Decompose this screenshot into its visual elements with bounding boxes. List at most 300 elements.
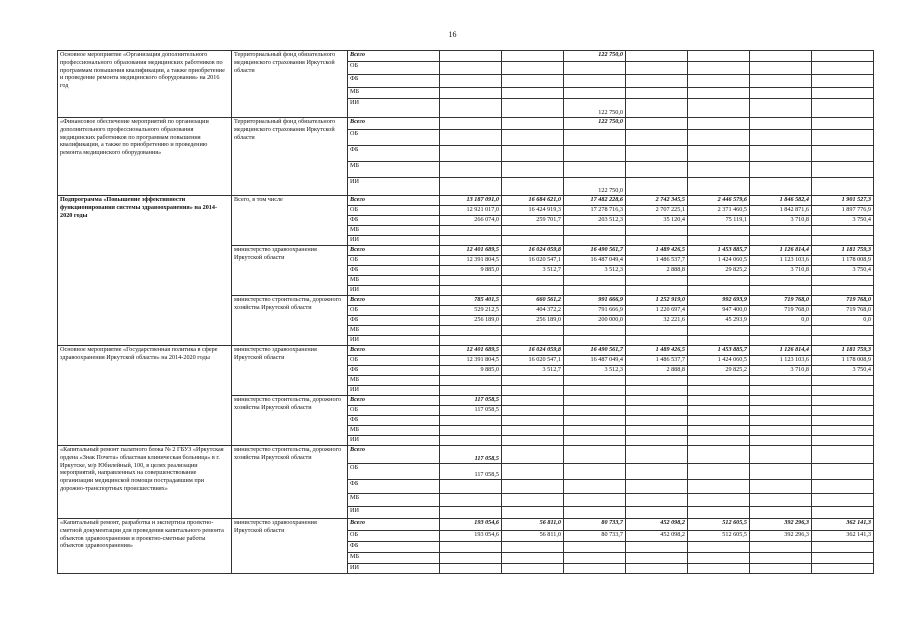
value-cell: 362 141,3 [812, 519, 874, 531]
funding-source: ОБ [348, 531, 440, 542]
value-cell: 75 119,1 [688, 216, 750, 226]
value-cell [812, 146, 874, 162]
value-cell: 2 888,8 [626, 366, 688, 376]
value-cell [812, 446, 874, 464]
value-cell: 29 825,2 [688, 266, 750, 276]
value-cell [750, 130, 812, 146]
value-cell [750, 88, 812, 99]
value-cell [688, 386, 750, 396]
value-cell [750, 507, 812, 519]
funding-source: МБ [348, 376, 440, 386]
funding-source: ФБ [348, 216, 440, 226]
value-cell [688, 118, 750, 130]
value-cell: 0,0 [812, 316, 874, 326]
value-cell [440, 436, 502, 446]
funding-source: МБ [348, 276, 440, 286]
value-cell [502, 88, 564, 99]
funding-source: МБ [348, 426, 440, 436]
measure-description: «Финансовое обеспечение мероприятий по организации дополнительного профессионального образования медицинских работников по программам повышения квалификации, а также по приобретению и проведению ремонта медицинского оборудования» [58, 118, 232, 196]
value-cell [812, 564, 874, 574]
value-cell [564, 236, 626, 246]
value-cell [502, 336, 564, 346]
value-cell [626, 62, 688, 75]
value-cell [750, 162, 812, 178]
value-cell [502, 146, 564, 162]
value-cell [750, 553, 812, 564]
value-cell [564, 88, 626, 99]
funding-source: МБ [348, 553, 440, 564]
responsible-executor: министерство строительства, дорожного хозяйства Иркутской области [232, 446, 348, 519]
value-cell [688, 542, 750, 553]
value-cell: 452 098,2 [626, 531, 688, 542]
value-cell [750, 396, 812, 406]
value-cell: 2 888,8 [626, 266, 688, 276]
value-cell: 3 512,7 [502, 266, 564, 276]
value-cell [750, 236, 812, 246]
value-cell [564, 396, 626, 406]
value-cell: 1 178 008,9 [812, 356, 874, 366]
value-cell [502, 464, 564, 480]
value-cell [812, 286, 874, 296]
value-cell [688, 51, 750, 62]
value-cell [502, 386, 564, 396]
value-cell [750, 406, 812, 416]
value-cell [688, 178, 750, 196]
value-cell [440, 75, 502, 88]
value-cell [812, 507, 874, 519]
value-cell [688, 494, 750, 507]
value-cell: 45 293,9 [688, 316, 750, 326]
value-cell [688, 226, 750, 236]
value-cell: 16 490 561,7 [564, 346, 626, 356]
funding-source: Всего [348, 346, 440, 356]
value-cell [688, 326, 750, 336]
value-cell [688, 416, 750, 426]
value-cell [750, 426, 812, 436]
funding-source: ФБ [348, 416, 440, 426]
value-cell [626, 88, 688, 99]
value-cell: 56 811,0 [502, 531, 564, 542]
value-cell [812, 436, 874, 446]
value-cell: 3 710,8 [750, 366, 812, 376]
value-cell: 1 123 103,6 [750, 256, 812, 266]
value-cell [502, 564, 564, 574]
value-cell [626, 276, 688, 286]
value-cell [502, 426, 564, 436]
value-cell [626, 376, 688, 386]
value-cell: 122 750,0 [564, 118, 626, 130]
value-cell [440, 326, 502, 336]
funding-source: Всего [348, 519, 440, 531]
funding-source: ИИ [348, 286, 440, 296]
value-cell: 17 482 228,6 [564, 196, 626, 206]
value-cell [440, 386, 502, 396]
value-cell [626, 146, 688, 162]
value-cell: 362 141,3 [812, 531, 874, 542]
value-cell: 1 181 759,3 [812, 246, 874, 256]
value-cell [750, 99, 812, 118]
value-cell: 1 489 426,5 [626, 246, 688, 256]
value-cell: 1 126 814,4 [750, 246, 812, 256]
value-cell [688, 376, 750, 386]
value-cell: 3 750,4 [812, 266, 874, 276]
value-cell [626, 542, 688, 553]
value-cell: 17 278 716,3 [564, 206, 626, 216]
value-cell [626, 226, 688, 236]
value-cell: 3 750,4 [812, 216, 874, 226]
value-cell: 12 391 804,5 [440, 256, 502, 266]
funding-source: ФБ [348, 146, 440, 162]
value-cell [502, 276, 564, 286]
value-cell [626, 396, 688, 406]
value-cell [564, 326, 626, 336]
responsible-executor: Территориальный фонд обязательного медицинского страхования Иркутской области [232, 51, 348, 118]
value-cell: 16 490 561,7 [564, 246, 626, 256]
value-cell [564, 336, 626, 346]
value-cell [564, 376, 626, 386]
value-cell [626, 426, 688, 436]
value-cell: 12 401 689,5 [440, 346, 502, 356]
value-cell [688, 464, 750, 480]
value-cell [564, 162, 626, 178]
value-cell [502, 507, 564, 519]
value-cell [812, 480, 874, 494]
funding-source: ФБ [348, 542, 440, 553]
value-cell [440, 226, 502, 236]
responsible-executor: министерство здравоохранения Иркутской области [232, 246, 348, 296]
table-row [58, 51, 874, 62]
responsible-executor: министерство здравоохранения Иркутской области [232, 346, 348, 396]
value-cell [440, 276, 502, 286]
value-cell [626, 564, 688, 574]
value-cell: 512 605,5 [688, 531, 750, 542]
value-cell: 80 733,7 [564, 531, 626, 542]
value-cell: 12 401 689,5 [440, 246, 502, 256]
funding-source: МБ [348, 494, 440, 507]
funding-source: ИИ [348, 436, 440, 446]
value-cell [502, 99, 564, 118]
value-cell: 3 710,8 [750, 216, 812, 226]
value-cell: 1 842 871,6 [750, 206, 812, 216]
value-cell [812, 426, 874, 436]
funding-source: ФБ [348, 366, 440, 376]
value-cell: 1 126 814,4 [750, 346, 812, 356]
value-cell: 719 768,0 [812, 306, 874, 316]
value-cell [688, 564, 750, 574]
value-cell [502, 406, 564, 416]
value-cell: 200 000,0 [564, 316, 626, 326]
value-cell: 1 901 527,3 [812, 196, 874, 206]
value-cell [812, 236, 874, 246]
value-cell [564, 542, 626, 553]
value-cell [812, 62, 874, 75]
value-cell [812, 51, 874, 62]
value-cell: 3 512,3 [564, 266, 626, 276]
value-cell: 16 487 049,4 [564, 256, 626, 266]
value-cell [626, 75, 688, 88]
value-cell [750, 286, 812, 296]
value-cell: 16 024 059,8 [502, 346, 564, 356]
value-cell [750, 226, 812, 236]
value-cell: 16 487 049,4 [564, 356, 626, 366]
funding-source: ФБ [348, 316, 440, 326]
value-cell: 529 212,5 [440, 306, 502, 316]
value-cell [626, 336, 688, 346]
value-cell [502, 286, 564, 296]
value-cell [626, 480, 688, 494]
value-cell [750, 276, 812, 286]
value-cell: 785 401,5 [440, 296, 502, 306]
value-cell [626, 130, 688, 146]
value-cell: 193 054,6 [440, 531, 502, 542]
value-cell: 122 750,0 [564, 99, 626, 118]
value-cell: 1 252 919,0 [626, 296, 688, 306]
value-cell [626, 464, 688, 480]
value-cell: 2 446 579,6 [688, 196, 750, 206]
responsible-executor: министерство здравоохранения Иркутской области [232, 519, 348, 574]
funding-source: ФБ [348, 480, 440, 494]
responsible-executor: Всего, в том числе [232, 196, 348, 246]
value-cell [440, 416, 502, 426]
value-cell [688, 406, 750, 416]
value-cell [440, 88, 502, 99]
value-cell [440, 51, 502, 62]
value-cell [626, 406, 688, 416]
value-cell [440, 376, 502, 386]
measure-description: «Капитальный ремонт палатного блока № 2 ГБУЗ «Иркутская ордена «Знак Почета» областная клиническая больница» в г. Иркутске, м/р Юбилейный, 100, в целях реализации мероприятий, направленных на совершенствование организации медицинской помощи пострадавшим при дорожно-транспортных происшествиях» [58, 446, 232, 519]
value-cell [626, 236, 688, 246]
value-cell [812, 416, 874, 426]
value-cell: 259 701,7 [502, 216, 564, 226]
value-cell [750, 464, 812, 480]
value-cell [502, 178, 564, 196]
value-cell: 9 885,0 [440, 366, 502, 376]
value-cell [750, 146, 812, 162]
value-cell [564, 464, 626, 480]
funding-source: Всего [348, 51, 440, 62]
value-cell: 16 424 919,3 [502, 206, 564, 216]
value-cell [626, 386, 688, 396]
value-cell [812, 75, 874, 88]
value-cell [502, 436, 564, 446]
value-cell: 1 181 759,3 [812, 346, 874, 356]
value-cell: 1 897 776,9 [812, 206, 874, 216]
value-cell [564, 276, 626, 286]
value-cell [502, 226, 564, 236]
value-cell [626, 416, 688, 426]
value-cell [502, 446, 564, 464]
table-row [58, 118, 874, 130]
value-cell [688, 507, 750, 519]
value-cell: 117 058,5 [440, 396, 502, 406]
value-cell [440, 286, 502, 296]
value-cell [564, 226, 626, 236]
value-cell [750, 386, 812, 396]
value-cell [750, 51, 812, 62]
value-cell [440, 336, 502, 346]
value-cell [750, 542, 812, 553]
value-cell [564, 386, 626, 396]
value-cell [564, 553, 626, 564]
value-cell: 392 296,3 [750, 531, 812, 542]
value-cell [564, 564, 626, 574]
value-cell [688, 446, 750, 464]
value-cell [812, 226, 874, 236]
value-cell: 203 512,3 [564, 216, 626, 226]
value-cell [626, 446, 688, 464]
value-cell [626, 326, 688, 336]
value-cell [812, 99, 874, 118]
value-cell [812, 178, 874, 196]
value-cell [750, 480, 812, 494]
funding-source: ОБ [348, 406, 440, 416]
funding-source: ИИ [348, 178, 440, 196]
value-cell [564, 406, 626, 416]
value-cell [812, 336, 874, 346]
value-cell: 3 512,3 [564, 366, 626, 376]
value-cell [812, 386, 874, 396]
funding-source: Всего [348, 396, 440, 406]
value-cell [688, 336, 750, 346]
value-cell [502, 75, 564, 88]
funding-source: Всего [348, 118, 440, 130]
value-cell [502, 494, 564, 507]
value-cell [502, 416, 564, 426]
value-cell [688, 130, 750, 146]
value-cell: 1 178 008,9 [812, 256, 874, 266]
value-cell [750, 446, 812, 464]
value-cell: 719 768,0 [750, 306, 812, 316]
value-cell: 266 074,0 [440, 216, 502, 226]
value-cell [564, 75, 626, 88]
value-cell: 256 189,0 [502, 316, 564, 326]
value-cell: 1 123 103,6 [750, 356, 812, 366]
funding-source: МБ [348, 162, 440, 178]
value-cell [440, 99, 502, 118]
funding-source: Всего [348, 446, 440, 464]
value-cell [688, 286, 750, 296]
value-cell [812, 542, 874, 553]
funding-source: МБ [348, 226, 440, 236]
value-cell [750, 494, 812, 507]
value-cell [564, 446, 626, 464]
value-cell [502, 51, 564, 62]
value-cell: 3 512,7 [502, 366, 564, 376]
value-cell [564, 494, 626, 507]
table-row [58, 519, 874, 531]
value-cell [564, 130, 626, 146]
value-cell [812, 494, 874, 507]
value-cell [502, 542, 564, 553]
value-cell [626, 162, 688, 178]
value-cell [440, 236, 502, 246]
value-cell [626, 436, 688, 446]
value-cell [564, 480, 626, 494]
value-cell [626, 494, 688, 507]
value-cell: 791 666,9 [564, 306, 626, 316]
value-cell: 719 768,0 [750, 296, 812, 306]
value-cell: 29 825,2 [688, 366, 750, 376]
value-cell: 80 733,7 [564, 519, 626, 531]
value-cell [688, 426, 750, 436]
funding-source: ИИ [348, 99, 440, 118]
table-row [58, 346, 874, 356]
value-cell: 12 921 017,0 [440, 206, 502, 216]
value-cell [502, 62, 564, 75]
value-cell [440, 480, 502, 494]
value-cell: 1 486 537,7 [626, 356, 688, 366]
funding-source: ИИ [348, 236, 440, 246]
value-cell: 122 750,0 [564, 51, 626, 62]
value-cell: 992 693,9 [688, 296, 750, 306]
measure-description: Основное мероприятие «Государственная политика в сфере здравоохранения Иркутской области» на 2014-2020 годы [58, 346, 232, 446]
value-cell: 2 742 345,5 [626, 196, 688, 206]
page-number: 16 [448, 30, 457, 39]
value-cell [502, 553, 564, 564]
funding-source: ФБ [348, 266, 440, 276]
value-cell [440, 564, 502, 574]
value-cell [502, 118, 564, 130]
value-cell [564, 146, 626, 162]
funding-source: ОБ [348, 256, 440, 266]
value-cell [564, 416, 626, 426]
value-cell [502, 130, 564, 146]
value-cell [502, 396, 564, 406]
value-cell [812, 88, 874, 99]
value-cell: 16 684 621,0 [502, 196, 564, 206]
measure-description: «Капитальный ремонт, разработка и экспертиза проектно-сметной документации для проведения капитального ремонта объектов здравоохранения и проектно-сметные работы объектов здравоохранения» [58, 519, 232, 574]
value-cell [812, 118, 874, 130]
value-cell: 16 020 547,1 [502, 356, 564, 366]
value-cell [502, 236, 564, 246]
value-cell [564, 507, 626, 519]
value-cell: 1 846 582,4 [750, 196, 812, 206]
value-cell: 1 424 060,5 [688, 356, 750, 366]
value-cell [750, 118, 812, 130]
table-row [58, 196, 874, 206]
funding-source: ИИ [348, 386, 440, 396]
value-cell [440, 130, 502, 146]
value-cell: 256 189,0 [440, 316, 502, 326]
funding-source: ФБ [348, 75, 440, 88]
value-cell [502, 162, 564, 178]
funding-source: ИИ [348, 336, 440, 346]
responsible-executor: Территориальный фонд обязательного медицинского страхования Иркутской области [232, 118, 348, 196]
funding-source: ИИ [348, 507, 440, 519]
value-cell [564, 286, 626, 296]
value-cell: 122 750,0 [564, 178, 626, 196]
value-cell: 1 453 885,7 [688, 246, 750, 256]
funding-source: ОБ [348, 130, 440, 146]
value-cell [812, 553, 874, 564]
value-cell [688, 99, 750, 118]
value-cell: 56 811,0 [502, 519, 564, 531]
funding-source: ОБ [348, 206, 440, 216]
funding-source: Всего [348, 196, 440, 206]
value-cell: 117 058,5 [440, 464, 502, 480]
value-cell: 193 054,6 [440, 519, 502, 531]
value-cell [440, 118, 502, 130]
value-cell [626, 507, 688, 519]
value-cell [688, 75, 750, 88]
value-cell [626, 51, 688, 62]
responsible-executor: министерство строительства, дорожного хозяйства Иркутской области [232, 396, 348, 446]
value-cell [502, 376, 564, 386]
value-cell: 719 768,0 [812, 296, 874, 306]
value-cell: 1 453 885,7 [688, 346, 750, 356]
value-cell [688, 62, 750, 75]
value-cell [440, 162, 502, 178]
